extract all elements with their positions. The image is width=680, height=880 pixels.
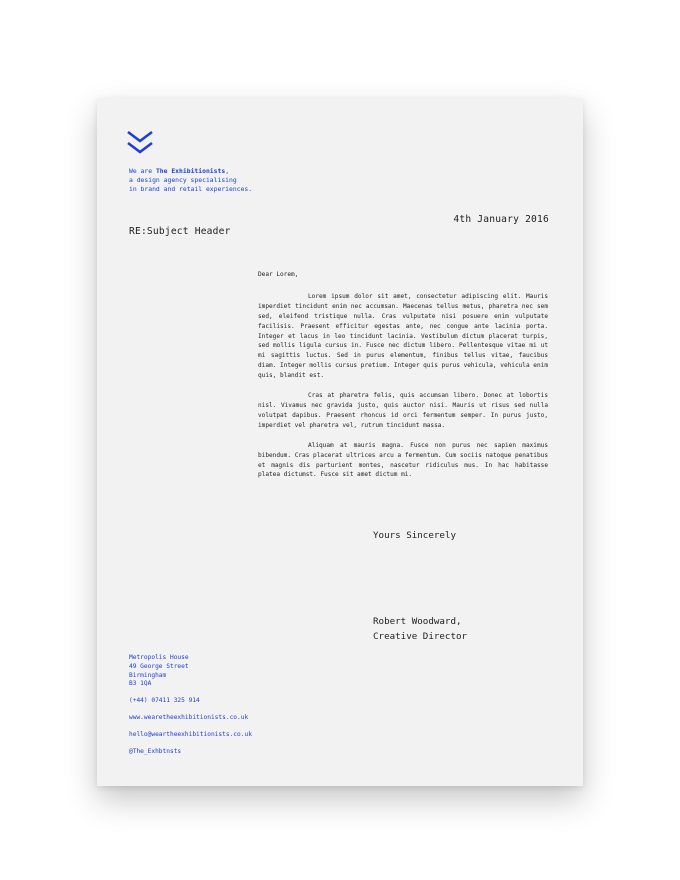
address-line: 49 George Street bbox=[129, 662, 189, 670]
social-handle[interactable]: @The_Exhbtnsts bbox=[129, 747, 182, 755]
intro-suffix: , bbox=[225, 167, 230, 175]
signature-block bbox=[373, 614, 467, 644]
body-paragraph: Lorem ipsum dolor sit amet, consectetur adipiscing elit. Mauris imperdiet tincidunt enim nec accumsan. Maecenas tellus metus, pharetra nec sem sed, eleifend tristique nulla. Cras vulputate nisi posuere enim vulputate facilisis. Praesent efficitur egestas ante, nec congue ante lacinia porta. Integer et lacus in leo tincidunt lacinia. Vestibulum dictum placerat turpis, sed mollis ligula cursus in. Fusce nec dictum libero. Pellentesque vitae mi ut mi sagittis luctus. Sed in purus elementum, finibus tellus vitae, faucibus diam. Integer mollis cursus pretium. Integer quis purus vehicula, vehicula enim quis, blandit est. bbox=[258, 292, 548, 380]
agency-intro bbox=[129, 167, 252, 194]
address-line: B3 1QA bbox=[129, 680, 152, 688]
address-line: Birmingham bbox=[129, 671, 167, 679]
website-link[interactable]: www.wearetheexhibitionists.co.uk bbox=[129, 713, 249, 721]
letter-date: 4th January 2016 bbox=[453, 214, 549, 225]
address-line: Metropolis House bbox=[129, 654, 189, 661]
contact-details bbox=[129, 654, 252, 764]
letter-body bbox=[258, 270, 548, 490]
signer-title: Creative Director bbox=[373, 631, 468, 642]
double-chevron-logo-icon bbox=[126, 130, 154, 154]
greeting: Dear Lorem, bbox=[258, 271, 299, 278]
closing-salutation: Yours Sincerely bbox=[373, 530, 456, 541]
address-block bbox=[129, 654, 252, 689]
subject-header: RE:Subject Header bbox=[129, 226, 231, 237]
email-link[interactable]: hello@weartheexhibitionists.co.uk bbox=[129, 730, 252, 738]
intro-line-1 bbox=[129, 167, 252, 176]
phone-number: (+44) 07411 325 914 bbox=[129, 697, 200, 705]
signer-name: Robert Woodward, bbox=[373, 616, 462, 627]
letterhead-sheet bbox=[97, 98, 583, 786]
body-paragraph: Aliquam at mauris magna. Fusce non purus nec sapien maximus bibendum. Cras placerat ultrices arcu a fermentum. Cum sociis natoque penatibus et magnis dis parturient montes, nascetur ridiculus mus. In hac habitasse platea dictumst. Fusce sit amet dictum mi. bbox=[258, 441, 548, 479]
body-paragraph: Cras at pharetra felis, quis accumsan libero. Donec at lobortis nisl. Vivamus nec gravida justo, quis auctor nisi. Mauris ut risus sed nulla volutpat dapibus. Praesent rhoncus id orci fermentum semper. In purus justo, imperdiet vel pharetra vel, rutrum tincidunt massa. bbox=[258, 392, 548, 429]
agency-name: The Exhibitionists bbox=[155, 167, 226, 175]
intro-line-3: in brand and retail experiences. bbox=[129, 185, 253, 193]
intro-prefix: We are bbox=[129, 167, 156, 175]
intro-line-2: a design agency specialising bbox=[129, 176, 237, 184]
